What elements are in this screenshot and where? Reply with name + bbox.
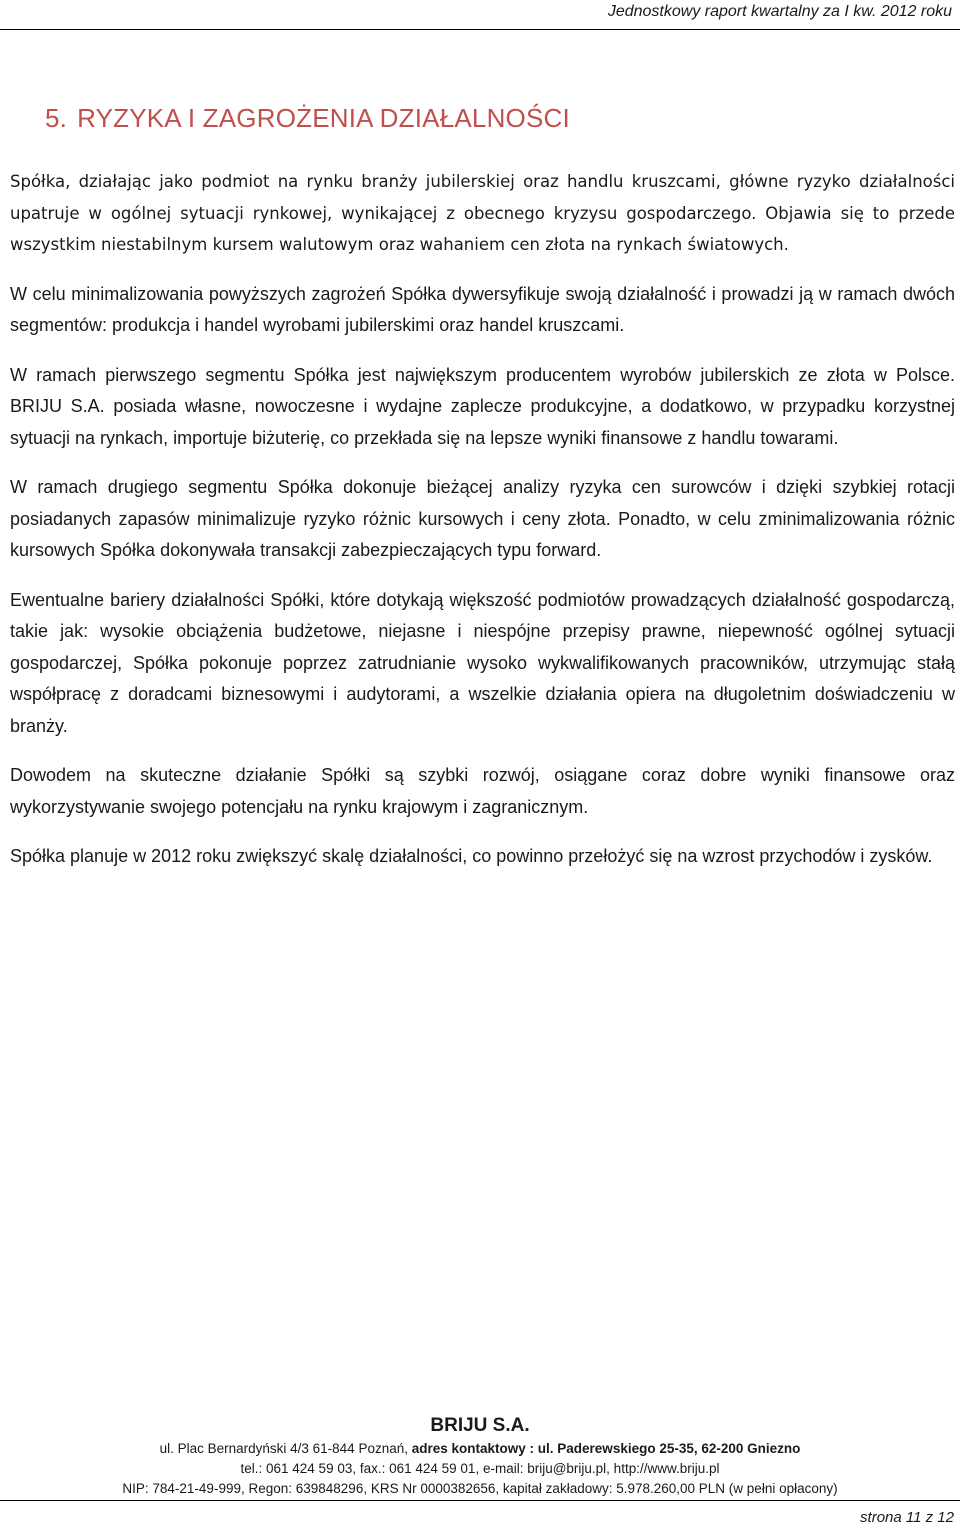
paragraph: Dowodem na skuteczne działanie Spółki są szybki rozwój, osiągane coraz dobre wyniki finansowe oraz wykorzystywanie swojego potencjału na rynku krajowym i zagranicznym. bbox=[10, 765, 955, 817]
document-body bbox=[10, 166, 955, 891]
footer-contact: tel.: 061 424 59 03, fax.: 061 424 59 01, e-mail: briju@briju.pl, http://www.briju.pl bbox=[240, 1461, 720, 1476]
contact-address: adres kontaktowy : ul. Paderewskiego 25-35, 62-200 Gniezno bbox=[411, 1441, 801, 1456]
section-heading bbox=[45, 103, 570, 134]
page-header bbox=[0, 0, 960, 30]
paragraph: W celu minimalizowania powyższych zagrożeń Spółka dywersyfikuje swoją działalność i prowadzi ją w ramach dwóch segmentów: produkcja i handel wyrobami jubilerskimi oraz handel kruszcami. bbox=[10, 283, 955, 335]
paragraph: W ramach drugiego segmentu Spółka dokonuje bieżącej analizy ryzyka cen surowców i dzięki szybkiej rotacji posiadanych zapasów minimalizuje ryzyko różnic kursowych i ceny złota. Ponadto, w celu zminimalizowania różnic kursowych Spółka dokonywała transakcji zabezpieczających typu forward. bbox=[10, 477, 955, 560]
paragraph: W ramach pierwszego segmentu Spółka jest największym producentem wyrobów jubilerskich ze złota w Polsce. BRIJU S.A. posiada własne, nowoczesne i wydajne zaplecze produkcyjne, a dodatkowo, w przypadku korzystnej sytuacji na rynkach, importuje biżuterię, co przekłada się na lepsze wyniki finansowe z handlu towarami. bbox=[10, 364, 955, 448]
section-number: 5. bbox=[45, 103, 68, 133]
registered-address: ul. Plac Bernardyński 4/3 61-844 Poznań, bbox=[159, 1441, 408, 1456]
paragraph: Spółka, działając jako podmiot na rynku branży jubilerskiej oraz handlu kruszcami, główne ryzyko działalności upatruje w ogólnej sytuacji rynkowej, wynikającej z obecnego kryzysu gospodarczego. Objawia się to przede wszystkim niestabilnym kursem walutowym oraz wahaniem cen złota na rynkach światowych. bbox=[10, 172, 955, 254]
footer-address bbox=[0, 1439, 960, 1459]
header-divider bbox=[0, 29, 960, 30]
report-title: Jednostkowy raport kwartalny za I kw. 2012 roku bbox=[607, 3, 952, 20]
footer-divider bbox=[0, 1500, 960, 1501]
footer-company-name: BRIJU S.A. bbox=[430, 1415, 530, 1436]
paragraph: Spółka planuje w 2012 roku zwiększyć skalę działalności, co powinno przełożyć się na wzrost przychodów i zysków. bbox=[10, 846, 933, 866]
paragraph: Ewentualne bariery działalności Spółki, które dotykają większość podmiotów prowadzących działalność gospodarczą, takie jak: wysokie obciążenia budżetowe, niejasne i niespójne przepisy prawne, niepewność ogólnej sytuacji gospodarczej, Spółka pokonuje poprzez zatrudnianie wysoko wykwalifikowanych pracowników, utrzymując stałą współpracę z doradcami biznesowymi i audytorami, a wszelkie działania opiera na długoletnim doświadczeniu w branży. bbox=[10, 589, 955, 736]
footer-registry: NIP: 784-21-49-999, Regon: 639848296, KRS Nr 0000382656, kapitał zakładowy: 5.978.260,00 PLN (w pełni opłacony) bbox=[122, 1481, 838, 1496]
page-number: strona 11 z 12 bbox=[860, 1509, 954, 1526]
page-footer bbox=[0, 1413, 960, 1499]
section-title: RYZYKA I ZAGROŻENIA DZIAŁALNOŚCI bbox=[77, 103, 570, 133]
